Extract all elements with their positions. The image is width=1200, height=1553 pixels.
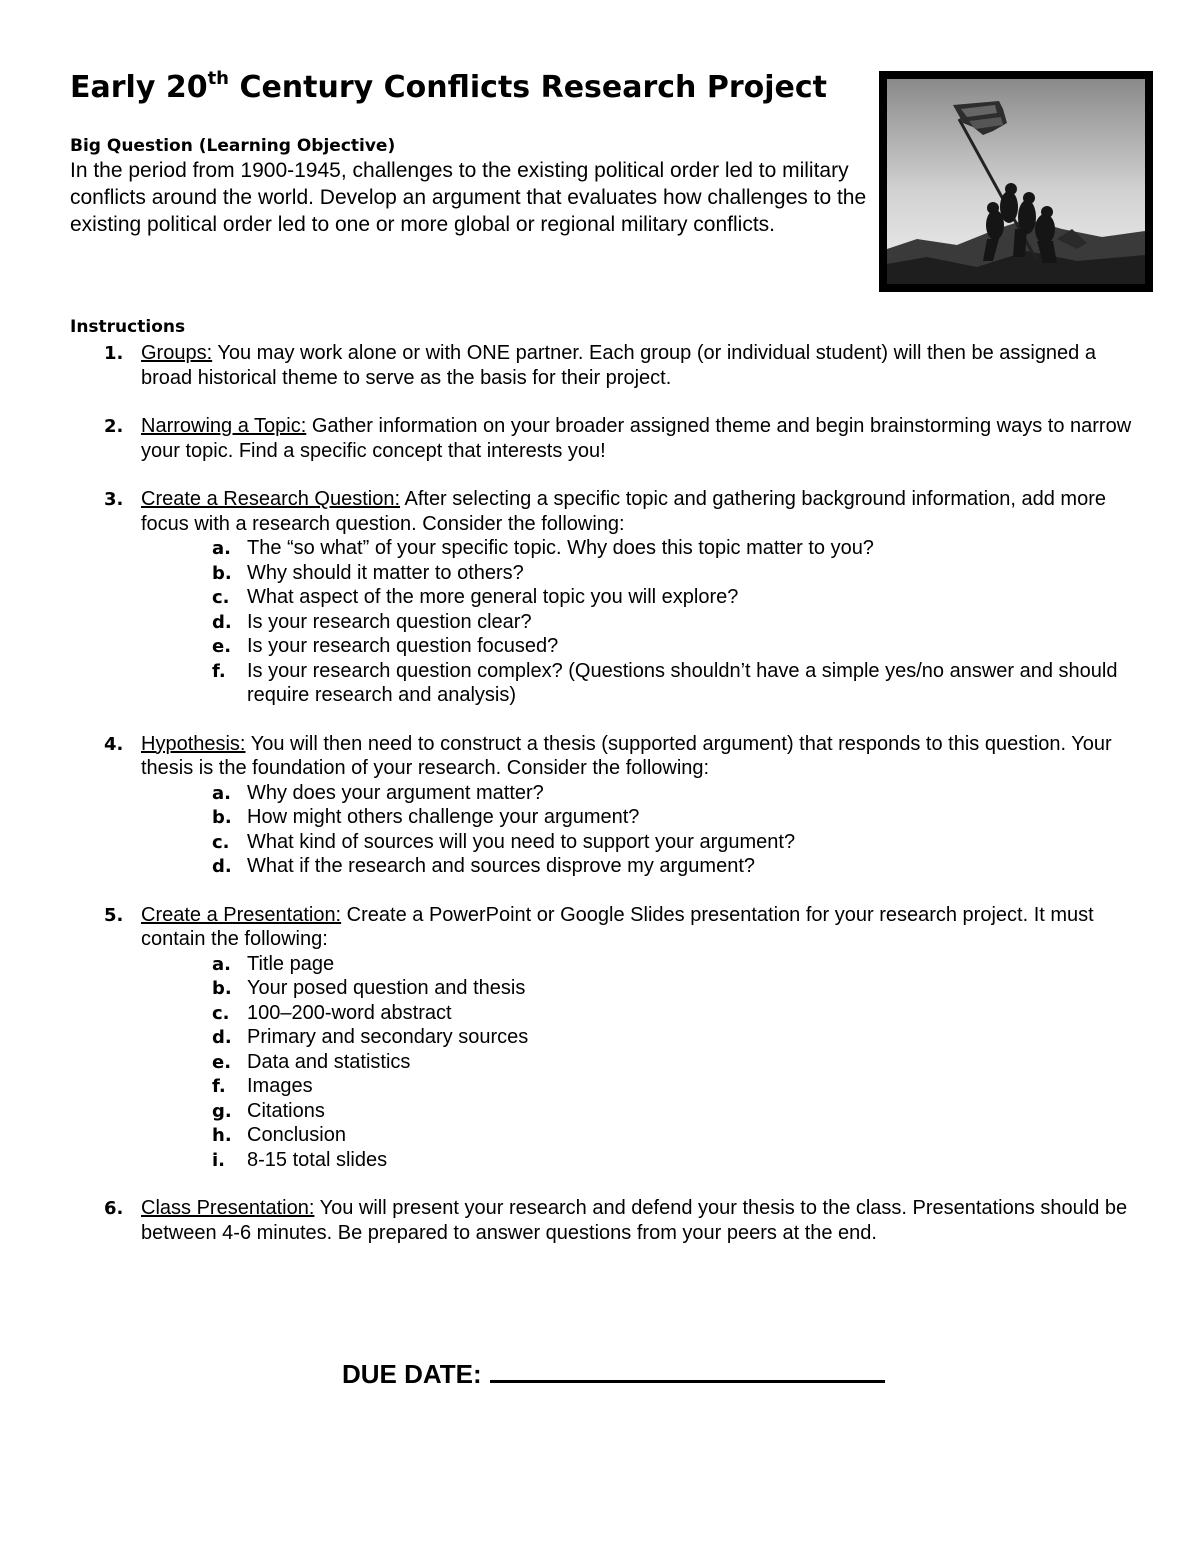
step-label: Create a Presentation: <box>141 903 342 926</box>
step-text: After selecting a specific topic and gathering background information, add more focus with a research question. Consider the following: <box>141 488 1106 535</box>
subitem-letter: d. <box>212 611 232 633</box>
subitem-letter: f. <box>212 1076 226 1097</box>
step-body <box>141 732 1141 781</box>
step-body <box>141 1196 1141 1245</box>
subitem-text: Is your research question clear? <box>247 610 532 633</box>
big-question-heading: Big Question (Learning Objective) <box>70 136 396 156</box>
step-subitem <box>0 1099 1200 1124</box>
step-body <box>141 487 1141 536</box>
subitem-letter: a. <box>212 782 231 804</box>
step-subitem <box>0 561 1200 586</box>
step-subitem <box>0 952 1200 977</box>
step-number: 2. <box>104 416 124 437</box>
title-suffix: Century Conflicts Research Project <box>229 70 828 105</box>
step-subitem <box>0 610 1200 635</box>
subitem-letter: e. <box>212 636 232 657</box>
subitem-text: 100–200-word abstract <box>247 1001 452 1024</box>
step-label: Hypothesis: <box>141 732 246 755</box>
step-subitem <box>0 1148 1200 1173</box>
step-subitem <box>0 1050 1200 1075</box>
step-subitem <box>0 634 1200 659</box>
step-label: Narrowing a Topic: <box>141 415 307 437</box>
subitem-text: The “so what” of your specific topic. Why does this topic matter to you? <box>247 537 874 559</box>
subitem-text: 8-15 total slides <box>247 1148 388 1171</box>
flag-raising-image <box>887 79 1145 284</box>
step-text: Create a PowerPoint or Google Slides presentation for your research project. It must contain the following: <box>141 903 1094 950</box>
due-date <box>342 1358 885 1390</box>
step-label: Class Presentation: <box>141 1197 315 1219</box>
title-superscript: th <box>207 68 229 89</box>
flag-raising-photo <box>879 71 1153 292</box>
step-text: You will then need to construct a thesis (supported argument) that responds to this question. Your thesis is the foundation of your research. Consider the following: <box>141 732 1112 779</box>
subitem-text: Conclusion <box>247 1124 346 1146</box>
step-subitem <box>0 536 1200 561</box>
step-text: You will present your research and defend your thesis to the class. Presentations should be between 4-6 minutes. Be prepared to answer questions from your peers at the end. <box>141 1197 1128 1244</box>
subitem-text: Why does your argument matter? <box>247 781 544 804</box>
title-prefix: Early 20 <box>70 70 208 105</box>
due-date-label: DUE DATE: <box>342 1359 482 1389</box>
subitem-letter: b. <box>212 978 232 999</box>
step-body <box>141 414 1141 463</box>
subitem-letter: c. <box>212 1002 230 1024</box>
due-date-blank-line <box>490 1358 885 1383</box>
subitem-text: What kind of sources will you need to support your argument? <box>247 830 796 853</box>
step-label: Create a Research Question: <box>141 488 401 510</box>
instruction-step <box>0 341 1200 390</box>
subitem-text: How might others challenge your argument? <box>247 806 640 828</box>
step-label: Groups: <box>141 342 213 364</box>
subitem-text: Is your research question complex? (Questions shouldn’t have a simple yes/no answer and should require research and analysis) <box>247 659 1118 706</box>
subitem-text: Data and statistics <box>247 1050 411 1073</box>
step-subitem <box>0 830 1200 855</box>
big-question-text: In the period from 1900-1945, challenges to the existing political order led to military conflicts around the world. Develop an argument that evaluates how challenges to the existing political order led to one or more global or regional military conflicts. <box>70 159 867 236</box>
subitem-text: Images <box>247 1075 313 1097</box>
subitem-text: Primary and secondary sources <box>247 1026 529 1048</box>
step-subitem <box>0 585 1200 610</box>
step-subitem <box>0 1074 1200 1099</box>
subitem-letter: c. <box>212 831 230 853</box>
subitem-text: Citations <box>247 1099 325 1122</box>
step-body <box>141 903 1141 952</box>
instruction-step <box>0 487 1200 708</box>
page-title <box>70 70 827 105</box>
instruction-step <box>0 732 1200 879</box>
subitem-letter: c. <box>212 587 230 608</box>
subitem-letter: a. <box>212 953 231 975</box>
subitem-letter: f. <box>212 660 226 682</box>
subitem-letter: d. <box>212 1027 232 1048</box>
step-subitem <box>0 805 1200 830</box>
instructions-heading: Instructions <box>70 317 186 337</box>
subitem-text: Title page <box>247 952 335 975</box>
instruction-step <box>0 1196 1200 1245</box>
subitem-letter: d. <box>212 856 232 877</box>
subitem-letter: e. <box>212 1051 232 1073</box>
step-number: 4. <box>104 733 124 755</box>
step-subitem <box>0 854 1200 879</box>
step-number: 5. <box>104 904 124 926</box>
step-body <box>141 341 1141 390</box>
step-subitem <box>0 1123 1200 1148</box>
subitem-text: Is your research question focused? <box>247 635 559 657</box>
step-text: You may work alone or with ONE partner. Each group (or individual student) will then be assigned a broad historical theme to serve as the basis for their project. <box>141 342 1096 389</box>
step-number: 1. <box>104 343 124 364</box>
step-text: Gather information on your broader assigned theme and begin brainstorming ways to narrow your topic. Find a specific concept that interests you! <box>141 415 1132 462</box>
subitem-letter: g. <box>212 1100 232 1122</box>
instruction-step <box>0 414 1200 463</box>
step-number: 3. <box>104 489 124 510</box>
subitem-text: Why should it matter to others? <box>247 561 524 584</box>
subitem-letter: b. <box>212 807 232 828</box>
subitem-letter: a. <box>212 538 231 559</box>
step-number: 6. <box>104 1198 124 1219</box>
instructions-list <box>0 341 1200 1269</box>
subitem-text: What if the research and sources disprove my argument? <box>247 855 756 877</box>
subitem-text: Your posed question and thesis <box>247 977 526 999</box>
subitem-text: What aspect of the more general topic you will explore? <box>247 586 739 608</box>
step-subitem <box>0 1001 1200 1026</box>
subitem-letter: b. <box>212 562 232 584</box>
step-subitem <box>0 659 1200 708</box>
subitem-letter: h. <box>212 1125 232 1146</box>
instruction-step <box>0 903 1200 1173</box>
step-subitem <box>0 976 1200 1001</box>
subitem-letter: i. <box>212 1149 226 1171</box>
step-subitem <box>0 781 1200 806</box>
step-subitem <box>0 1025 1200 1050</box>
